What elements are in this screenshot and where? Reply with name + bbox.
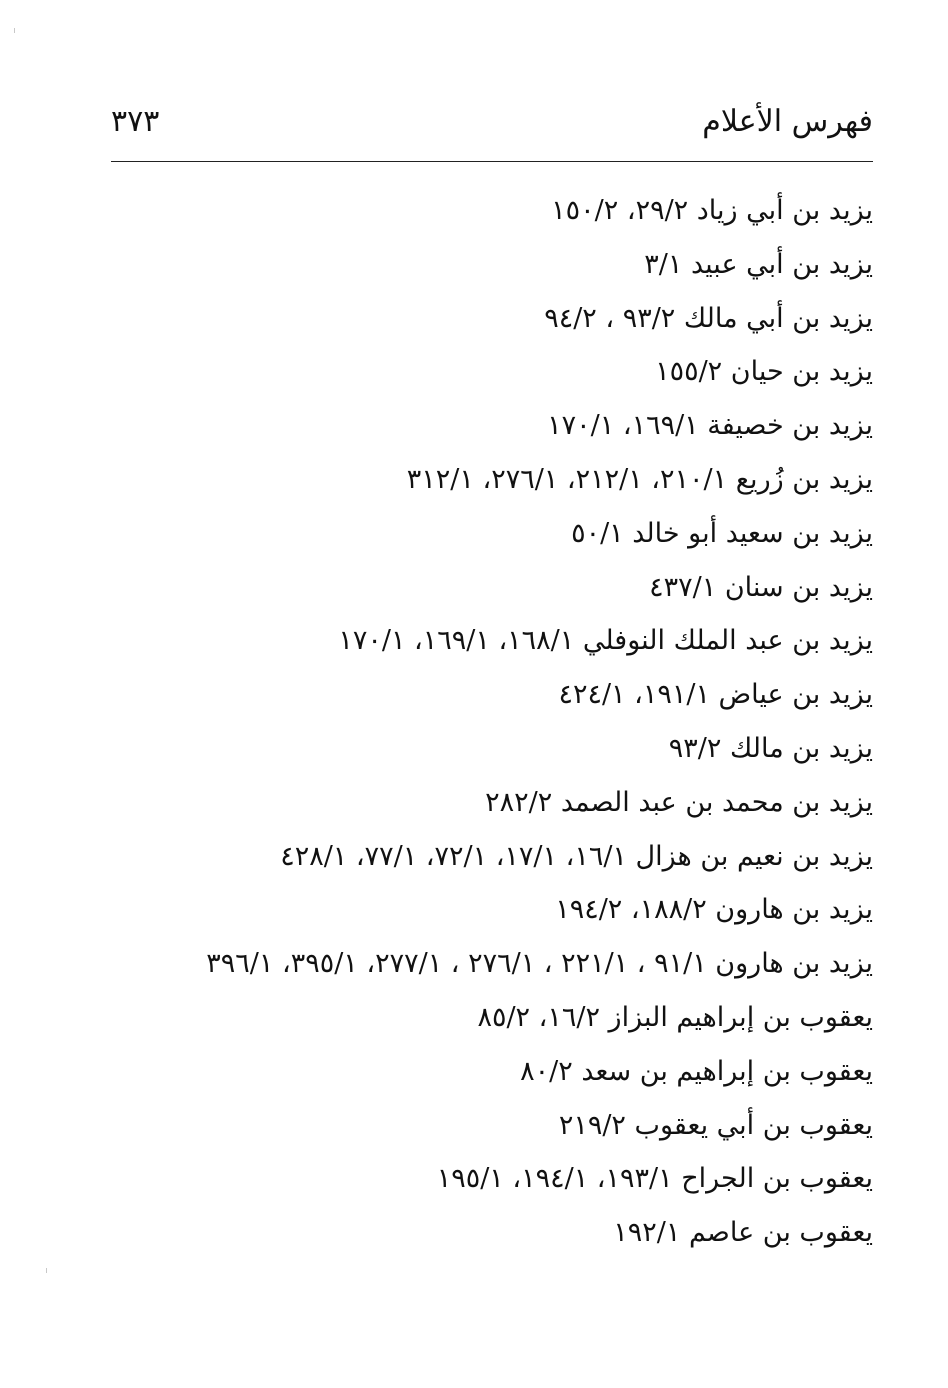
index-entry: يزيد بن عبد الملك النوفلي ١٦٨/١، ١٦٩/١، ١٧٠/١	[338, 625, 873, 657]
index-entry: يزيد بن زُريع ٢١٠/١، ٢١٢/١، ٢٧٦/١، ٣١٢/١	[406, 463, 873, 495]
header-divider	[111, 161, 873, 162]
index-entry: يزيد بن هارون ١٨٨/٢، ١٩٤/٢	[555, 894, 873, 926]
page-header	[111, 104, 873, 156]
page-number: ٣٧٣	[111, 104, 160, 139]
index-entry: يزيد بن عياض ١٩١/١، ٤٢٤/١	[558, 679, 873, 711]
index-entry: يزيد بن خصيفة ١٦٩/١، ١٧٠/١	[547, 410, 873, 442]
index-entry: يزيد بن سعيد أبو خالد ٥٠/١	[571, 517, 873, 549]
index-entry: يزيد بن سنان ٤٣٧/١	[649, 571, 873, 603]
index-entries-list	[93, 184, 873, 1260]
scan-speck	[46, 1268, 47, 1273]
index-entry: يزيد بن نعيم بن هزال ١٦/١، ١٧/١، ٧٢/١، ٧٧/١، ٤٢٨/١	[280, 840, 873, 872]
index-entry: يزيد بن مالك ٩٣/٢	[668, 732, 873, 764]
index-entry: يزيد بن أبي زياد ٢٩/٢، ١٥٠/٢	[551, 195, 873, 226]
index-entry: يعقوب بن الجراح ١٩٣/١، ١٩٤/١، ١٩٥/١	[436, 1163, 873, 1195]
index-entry: يزيد بن أبي عبيد ٣/١	[644, 248, 873, 280]
index-entry: يزيد بن محمد بن عبد الصمد ٢٨٢/٢	[485, 786, 873, 818]
page-title: فهرس الأعلام	[702, 104, 873, 139]
index-entry: يعقوب بن عاصم ١٩٢/١	[613, 1217, 873, 1249]
index-entry: يزيد بن أبي مالك ٩٣/٢ ، ٩٤/٢	[544, 302, 873, 334]
scan-speck	[14, 28, 15, 33]
index-entry: يعقوب بن أبي يعقوب ٢١٩/٢	[558, 1109, 873, 1141]
index-entry: يعقوب بن إبراهيم بن سعد ٨٠/٢	[520, 1055, 873, 1087]
index-entry: يزيد بن حيان ١٥٥/٢	[655, 356, 873, 388]
index-entry: يعقوب بن إبراهيم البزاز ١٦/٢، ٨٥/٢	[477, 1001, 873, 1033]
index-entry: يزيد بن هارون ٩١/١ ، ٢٢١/١ ، ٢٧٦/١ ، ٢٧٧/١، ٣٩٥/١، ٣٩٦/١	[206, 948, 873, 980]
